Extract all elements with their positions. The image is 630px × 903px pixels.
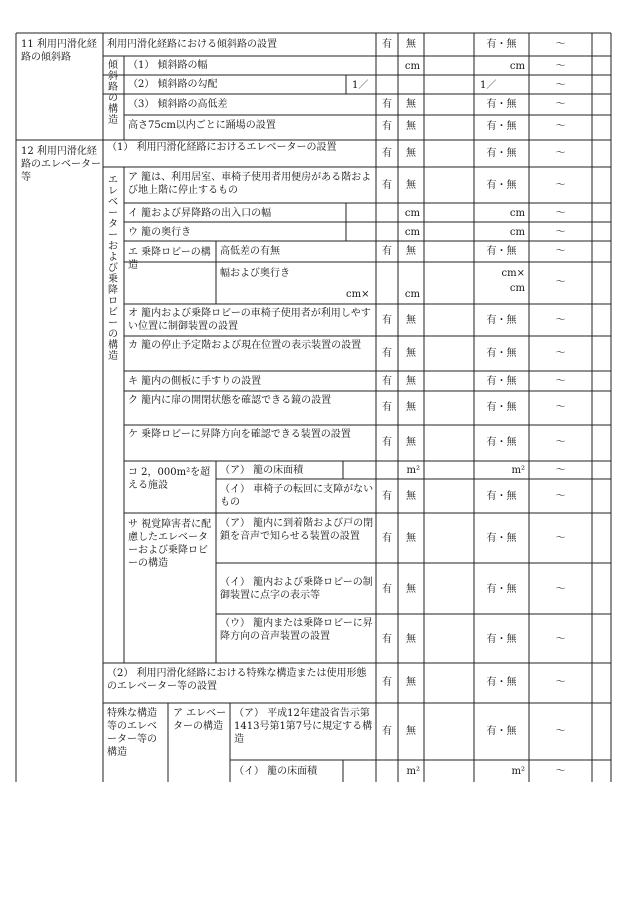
tilde: ～ — [555, 80, 566, 91]
yes-no-mark: 有・無 — [486, 726, 517, 737]
tilde: ～ — [555, 315, 566, 326]
no-mark: 無 — [406, 246, 416, 257]
ratio-label: 1／ — [480, 80, 497, 91]
yes-no-mark: 有・無 — [486, 402, 517, 413]
yes-no-mark: 有・無 — [486, 376, 517, 387]
unit-m2: m² — [511, 465, 525, 476]
tilde: ～ — [555, 726, 566, 737]
unit-cm: cm — [509, 208, 525, 219]
no-mark: 無 — [406, 402, 416, 413]
item-ka-label: カ 籠の停止予定階および現在位置の表示装置の設置 — [128, 340, 362, 351]
yes-mark: 有 — [382, 121, 392, 132]
tilde: ～ — [555, 246, 566, 257]
no-mark: 無 — [406, 726, 416, 737]
no-mark: 無 — [406, 491, 416, 502]
unit-cm-times: cm× — [501, 268, 525, 279]
yes-no-mark: 有・無 — [486, 39, 517, 50]
item-ko-a-label: （ア） 籠の床面積 — [220, 465, 304, 476]
special-elevator-installation-label: （2） 利用円滑化経路における特殊な構造または使用形態のエレベーター等の設置 — [107, 668, 367, 692]
special-structure-label: 特殊な構造等のエレベーター等の構造 — [107, 708, 157, 758]
yes-no-mark: 有・無 — [486, 348, 517, 359]
unit-m2: m² — [511, 766, 525, 777]
item-e-label: エ 乗降ロビーの構造 — [128, 247, 211, 271]
tilde: ～ — [555, 180, 566, 191]
elevator-installation-label: （1） 利用円滑化経路におけるエレベーターの設置 — [107, 142, 337, 153]
yes-mark: 有 — [382, 437, 392, 448]
no-mark: 無 — [406, 348, 416, 359]
item-ki-label: キ 籠内の側板に手すりの設置 — [128, 376, 262, 387]
special-i-label: （イ） 籠の床面積 — [234, 766, 318, 777]
yes-mark: 有 — [382, 491, 392, 502]
yes-no-mark: 有・無 — [486, 437, 517, 448]
item-ke-label: ケ 乗降ロビーに昇降方向を確認できる装置の設置 — [128, 429, 351, 440]
tilde: ～ — [555, 584, 566, 595]
yes-no-mark: 有・無 — [486, 148, 517, 159]
yes-mark: 有 — [382, 584, 392, 595]
yes-mark: 有 — [382, 677, 392, 688]
tilde: ～ — [555, 277, 566, 288]
tilde: ～ — [555, 533, 566, 544]
no-mark: 無 — [406, 634, 416, 645]
unit-m2: m² — [406, 766, 420, 777]
no-mark: 無 — [406, 39, 416, 50]
item-a-label: ア 籠は、利用居室、車椅子使用者用便房がある階および地上階に停止するもの — [128, 172, 372, 196]
no-mark: 無 — [406, 180, 416, 191]
no-mark: 無 — [406, 437, 416, 448]
item-u-label: ウ 籠の奥行き — [128, 227, 192, 238]
tilde: ～ — [555, 39, 566, 50]
yes-no-mark: 有・無 — [486, 677, 517, 688]
no-mark: 無 — [406, 376, 416, 387]
tilde: ～ — [555, 121, 566, 132]
no-mark: 無 — [406, 121, 416, 132]
item-ku-label: ク 籠内に扉の開閉状態を確認できる鏡の設置 — [128, 395, 332, 406]
special-a-label: （ア） 平成12年建設省告示第1413号第1第7号に規定する構造 — [234, 708, 373, 745]
yes-no-mark: 有・無 — [486, 246, 517, 257]
yes-no-mark: 有・無 — [486, 634, 517, 645]
yes-mark: 有 — [382, 246, 392, 257]
tilde: ～ — [555, 402, 566, 413]
yes-mark: 有 — [382, 180, 392, 191]
section-12-title: 12 利用円滑化経路のエレベーター等 — [21, 146, 101, 183]
item-sa-a-label: （ア） 籠内に到着階および戸の閉鎖を音声で知らせる装置の設置 — [220, 518, 374, 542]
tilde: ～ — [555, 491, 566, 502]
unit-cm: cm — [404, 208, 420, 219]
tilde: ～ — [555, 766, 566, 777]
landing-label: 高さ75cm以内ごとに踊場の設置 — [128, 120, 276, 131]
unit-cm: cm — [404, 227, 420, 238]
tilde: ～ — [555, 437, 566, 448]
unit-cm: cm — [404, 289, 420, 300]
yes-mark: 有 — [382, 533, 392, 544]
no-mark: 無 — [406, 148, 416, 159]
yes-no-mark: 有・無 — [486, 491, 517, 502]
tilde: ～ — [555, 148, 566, 159]
yes-no-mark: 有・無 — [486, 99, 517, 110]
yes-mark: 有 — [382, 402, 392, 413]
unit-m2: m² — [406, 465, 420, 476]
ramp-width-label: （1） 傾斜路の幅 — [128, 60, 208, 71]
unit-cm: cm — [509, 61, 525, 72]
unit-cm: cm — [509, 227, 525, 238]
tilde: ～ — [555, 465, 566, 476]
no-mark: 無 — [406, 315, 416, 326]
yes-no-mark: 有・無 — [486, 180, 517, 191]
no-mark: 無 — [406, 584, 416, 595]
tilde: ～ — [555, 227, 566, 238]
unit-cm: cm — [404, 61, 420, 72]
tilde: ～ — [555, 348, 566, 359]
yes-mark: 有 — [382, 376, 392, 387]
ramp-structure-side-label: 傾斜路の構造 — [108, 60, 118, 126]
yes-mark: 有 — [382, 634, 392, 645]
item-o-label: オ 籠内および乗降ロビーの車椅子使用者が利用しやすい位置に制御装置の設置 — [128, 308, 371, 332]
item-e-height-label: 高低差の有無 — [220, 246, 280, 257]
no-mark: 無 — [406, 99, 416, 110]
unit-cm-times: cm× — [346, 289, 370, 300]
ramp-gradient-label: （2） 傾斜路の勾配 — [128, 79, 218, 90]
yes-no-mark: 有・無 — [486, 584, 517, 595]
item-sa-i-label: （イ） 籠内および乗降ロビーの制御装置に点字の表示等 — [220, 577, 373, 601]
tilde: ～ — [555, 677, 566, 688]
elevator-structure-side-label: エレベーターおよび乗降ロビーの構造 — [108, 175, 118, 362]
no-mark: 無 — [406, 677, 416, 688]
tilde: ～ — [555, 208, 566, 219]
item-sa-u-label: （ウ） 籠内または乗降ロビーに昇降方向の音声装置の設置 — [220, 618, 373, 642]
item-i-label: イ 籠および昇降路の出入口の幅 — [128, 208, 272, 219]
yes-no-mark: 有・無 — [486, 315, 517, 326]
yes-mark: 有 — [382, 39, 392, 50]
item-sa-label: サ 視覚障害者に配慮したエレベーターおよび乗降ロビーの構造 — [128, 519, 212, 569]
yes-mark: 有 — [382, 726, 392, 737]
unit-cm: cm — [509, 283, 525, 294]
ramp-height-diff-label: （3） 傾斜路の高低差 — [128, 99, 228, 110]
special-elevator-structure-label: ア エレベーターの構造 — [173, 708, 227, 732]
tilde: ～ — [555, 634, 566, 645]
item-e-size-label: 幅および奥行き — [220, 268, 290, 279]
yes-no-mark: 有・無 — [486, 121, 517, 132]
item-ko-label: コ 2，000m²を超える施設 — [128, 467, 211, 491]
ratio-label: 1／ — [352, 80, 369, 91]
ramp-installation-label: 利用円滑化経路における傾斜路の設置 — [107, 39, 277, 50]
section-11-title: 11 利用円滑化経路の傾斜路 — [21, 39, 97, 63]
yes-mark: 有 — [382, 315, 392, 326]
yes-mark: 有 — [382, 148, 392, 159]
tilde: ～ — [555, 61, 566, 72]
item-ko-i-label: （イ） 車椅子の転回に支障がないもの — [220, 484, 374, 508]
yes-mark: 有 — [382, 99, 392, 110]
yes-mark: 有 — [382, 348, 392, 359]
tilde: ～ — [555, 99, 566, 110]
yes-no-mark: 有・無 — [486, 533, 517, 544]
tilde: ～ — [555, 376, 566, 387]
no-mark: 無 — [406, 533, 416, 544]
